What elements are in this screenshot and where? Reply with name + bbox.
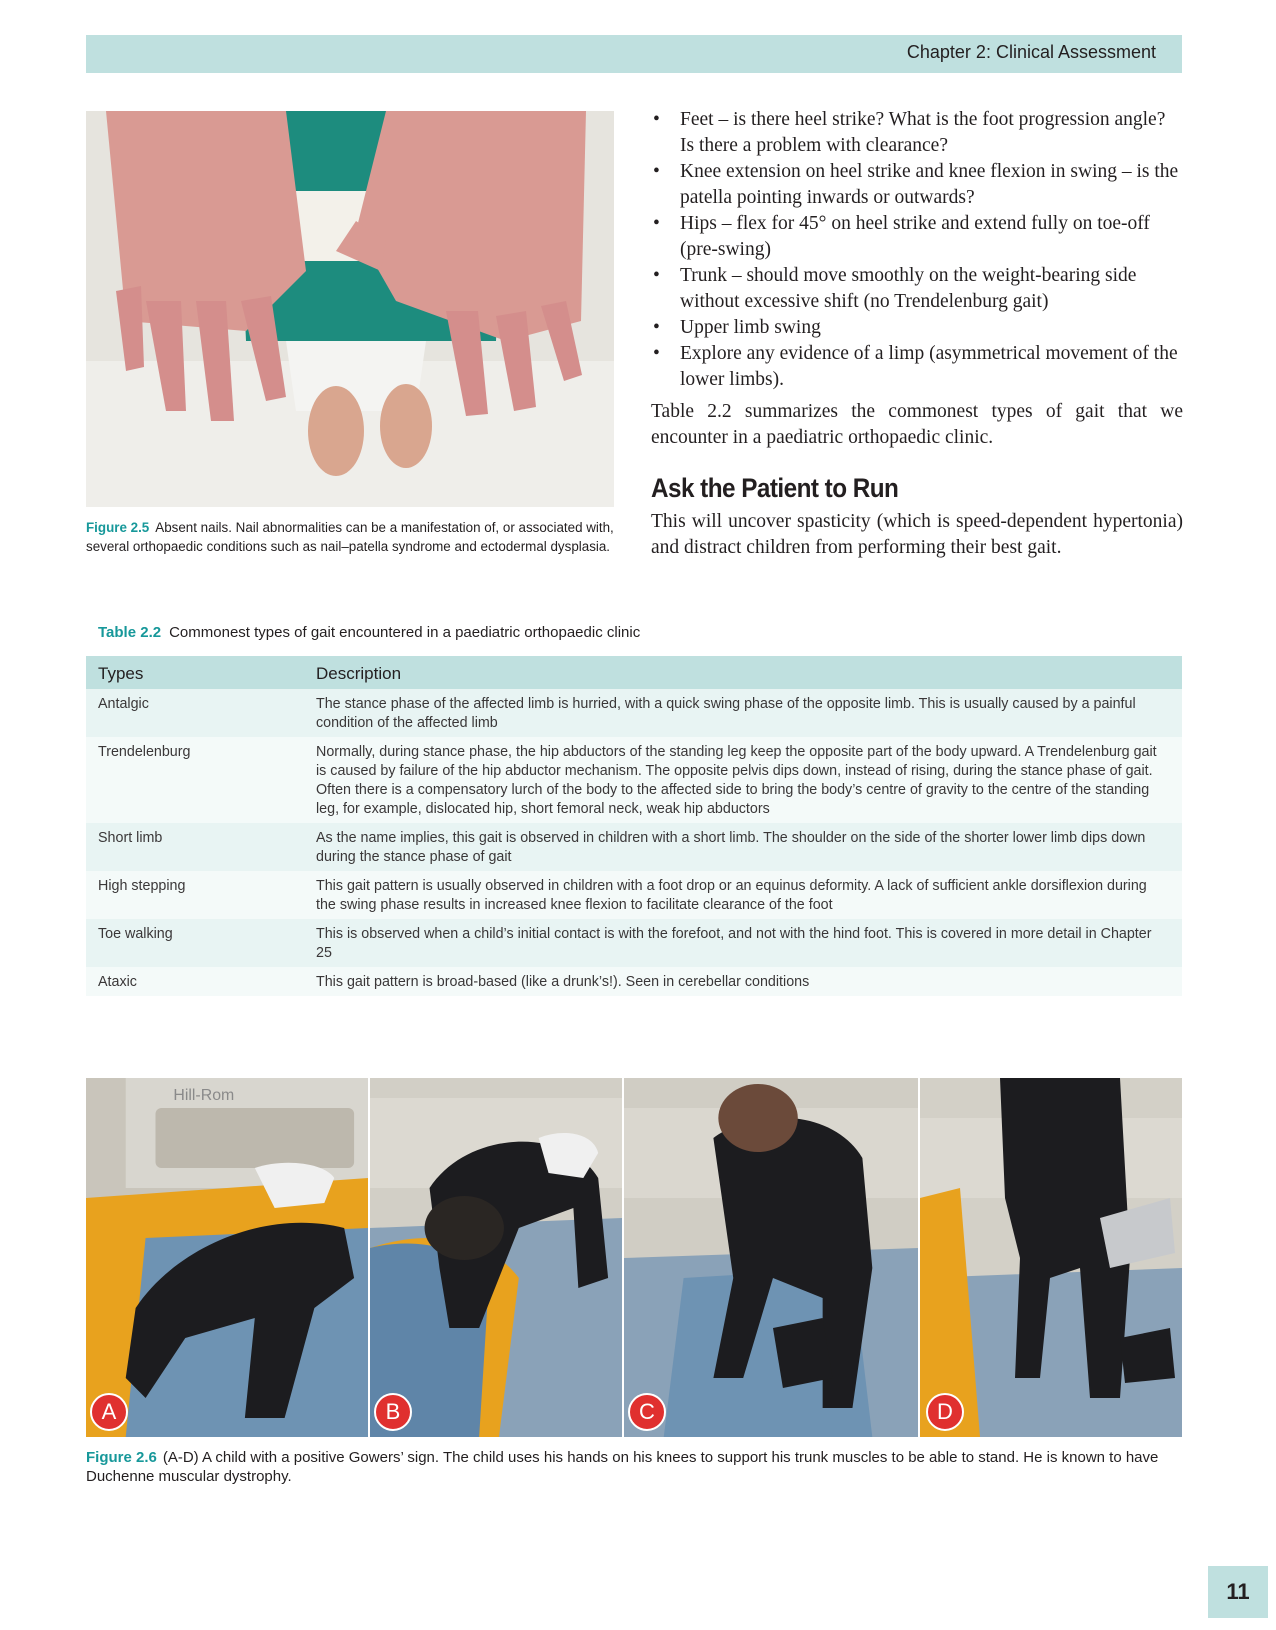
list-item: • Trunk – should move smoothly on the weight-bearing side without excessive shift (no Trendelenburg gait)	[651, 263, 1183, 315]
figure-2-6-panel-d	[920, 1078, 1182, 1437]
figure-2-6-panel-b	[370, 1078, 624, 1437]
running-header	[86, 35, 1182, 73]
list-item: • Feet – is there heel strike? What is the foot progression angle? Is there a problem with clearance?	[651, 107, 1183, 159]
gait-type-cell: Ataxic	[86, 967, 304, 996]
gait-type-cell: Trendelenburg	[86, 737, 304, 823]
panel-label-badge: A	[90, 1393, 128, 1431]
figure-2-5-caption	[86, 518, 616, 556]
figure-2-6-caption	[86, 1448, 1186, 1486]
table-row	[86, 967, 1182, 996]
table-row	[86, 919, 1182, 967]
gait-description-cell: Normally, during stance phase, the hip abductors of the standing leg keep the opposite part of the body upward. A Trendelenburg gait is caused by failure of the hip abductor mechanism. The opposite pelvis dips down, instead of rising, during the stance phase of gait. Often there is a compensatory lurch of the body to the affected side to bring the body’s centre of gravity to the centre of the standing leg, for example, dislocated hip, short femoral neck, weak hip abductors	[304, 737, 1182, 823]
gait-observation-list	[651, 107, 1183, 393]
figure-2-6-panel-c	[624, 1078, 920, 1437]
table-header-row	[86, 656, 1182, 689]
caption-text: (A-D) A child with a positive Gowers’ sign. The child uses his hands on his knees to support his trunk muscles to be able to stand. He is known to have Duchenne muscular dystrophy.	[86, 1449, 1159, 1485]
table-row	[86, 871, 1182, 919]
table-row	[86, 689, 1182, 737]
page-number: 11	[1208, 1566, 1268, 1618]
gait-type-cell: High stepping	[86, 871, 304, 919]
gait-description-cell: This gait pattern is usually observed in children with a foot drop or an equinus deformity. A lack of sufficient ankle dorsiflexion during the swing phase results in increased knee flexion to facilitate clearance of the foot	[304, 871, 1182, 919]
body-paragraph: Table 2.2 summarizes the commonest types of gait that we encounter in a paediatric orthopaedic clinic.	[651, 401, 1183, 448]
list-item: • Upper limb swing	[651, 315, 1183, 341]
table-caption-text: Commonest types of gait encountered in a paediatric orthopaedic clinic	[169, 624, 641, 641]
bed-brand-text: Hill-Rom	[173, 1086, 235, 1105]
figure-2-5-photo	[86, 111, 614, 507]
gait-description-cell: As the name implies, this gait is observed in children with a short limb. The shoulder on the side of the shorter lower limb dips down during the stance phase of gait	[304, 823, 1182, 871]
list-item: • Hips – flex for 45° on heel strike and extend fully on toe-off (pre-swing)	[651, 211, 1183, 263]
gait-types-table	[86, 656, 1182, 996]
gait-description-cell: The stance phase of the affected limb is hurried, with a quick swing phase of the opposite limb. This is usually caused by a painful condition of the affected limb	[304, 689, 1182, 737]
table-2-2-caption	[98, 624, 640, 641]
panel-label-badge: B	[374, 1393, 412, 1431]
gait-type-cell: Toe walking	[86, 919, 304, 967]
section-paragraph: This will uncover spasticity (which is speed-dependent hypertonia) and distract children from performing their best gait.	[651, 511, 1183, 558]
section-heading: Ask the Patient to Run	[651, 473, 899, 503]
table-row	[86, 823, 1182, 871]
table-row	[86, 737, 1182, 823]
chapter-title: Chapter 2: Clinical Assessment	[906, 42, 1156, 62]
gait-type-cell: Short limb	[86, 823, 304, 871]
list-item: • Explore any evidence of a limp (asymmetrical movement of the lower limbs).	[651, 341, 1183, 393]
gait-description-cell: This is observed when a child’s initial contact is with the forefoot, and not with the hind foot. This is covered in more detail in Chapter 25	[304, 919, 1182, 967]
table-label: Table 2.2	[98, 624, 162, 641]
column-header-types: Types	[86, 656, 304, 689]
gait-description-cell: This gait pattern is broad-based (like a drunk’s!). Seen in cerebellar conditions	[304, 967, 1182, 996]
figure-2-6-photo-strip	[86, 1078, 1182, 1437]
body-text-column	[651, 107, 1183, 561]
figure-label: Figure 2.5	[86, 520, 150, 535]
figure-2-6-panel-a	[86, 1078, 370, 1437]
figure-label: Figure 2.6	[86, 1449, 157, 1466]
panel-label-badge: C	[628, 1393, 666, 1431]
caption-text: Absent nails. Nail abnormalities can be a manifestation of, or associated with, several orthopaedic conditions such as nail–patella syndrome and ectodermal dysplasia.	[86, 520, 614, 554]
gait-type-cell: Antalgic	[86, 689, 304, 737]
panel-label-badge: D	[926, 1393, 964, 1431]
list-item: • Knee extension on heel strike and knee flexion in swing – is the patella pointing inwards or outwards?	[651, 159, 1183, 211]
column-header-description: Description	[304, 656, 1182, 689]
